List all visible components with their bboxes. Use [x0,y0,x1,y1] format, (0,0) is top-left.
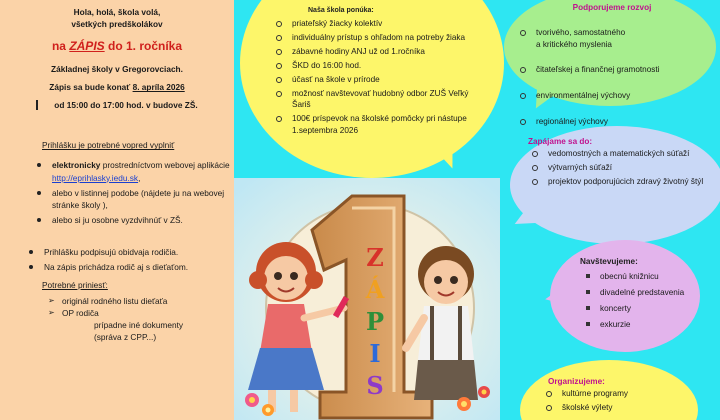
enrollment-time [4,99,230,111]
offer-item: účasť na škole v prírode [268,74,478,86]
zapis-letter: S [366,371,384,400]
bring-extra-1: prípadne iné dokumenty [94,319,184,330]
contests-title: Zapájame sa do: [528,137,593,146]
apply-item-bold: elektronicky [52,160,101,171]
development-item: environmentálnej výchovy [512,90,712,102]
school-offer-title: Naša škola ponúka: [308,7,374,14]
development-list [512,15,712,142]
text-cursor [36,100,38,110]
visit-item: exkurzie [566,319,696,331]
zapis-letter: P [365,307,385,336]
apply-list [4,159,230,225]
offer-item: zábavné hodiny ANJ už od 1.ročníka [268,46,478,58]
date-prefix: Zápis sa bude konať [49,82,133,93]
organize-bubble [520,360,698,420]
school-offer-bubble [240,0,504,178]
note-item: Na zápis prichádza rodič aj s dieťaťom. [18,261,230,273]
contests-list [524,148,712,188]
organize-list [538,388,688,414]
organize-item: školské výlety [538,402,688,414]
date-value: 8. apríla 2026 [132,82,185,93]
development-item: čitateľskej a finančnej gramotnosti [512,64,712,76]
intro-line-1: Hola, holá, škola volá, [73,7,161,17]
development-bubble [504,0,716,127]
apply-item-electronic [26,159,230,183]
visits-bubble [550,240,700,352]
zapis-letter: Z [366,243,384,272]
offer-item: ŠKD do 16:00 hod. [268,60,478,72]
visits-list [566,271,696,331]
headline-prefix: na [51,39,70,54]
enrollment-date [4,81,230,93]
visit-item: obecnú knižnicu [566,271,696,283]
offer-item: 100€ príspevok na školské pomôcky pri nástupe 1.septembra 2026 [268,113,478,137]
zapis-letter: Á [365,275,385,304]
bubble-tail [508,198,548,237]
eprihlasky-link[interactable]: http://eprihlasky.iedu.sk [52,172,139,183]
illustration-svg [234,178,500,420]
apply-title: Prihlášku je potrebné vopred vyplniť [42,140,175,151]
bring-extra-2: (správa z CPP...) [94,331,157,342]
zapis-letter: I [369,339,381,368]
note-item: Prihlášku podpisujú obidvaja rodičia. [18,246,230,258]
bring-item: ➢ originál rodného listu dieťaťa [28,295,230,307]
contest-item: vedomostných a matematických súťaží [524,148,712,160]
organize-title: Organizujeme: [548,377,605,386]
time-text: od 15:00 do 17:00 hod. v budove ZŠ. [54,100,198,111]
organize-item: kultúrne programy [538,388,688,400]
school-offer-list [268,18,478,137]
headline [4,38,230,55]
visit-item: koncerty [566,303,696,315]
offer-item: priateľský žiacky kolektív [268,18,478,30]
contest-item: výtvarných súťaží [524,162,712,174]
intro-line-2: všetkých predškolákov [71,19,163,30]
visits-title: Navštevujeme: [580,257,638,266]
apply-item-paper: alebo v listinnej podobe (nájdete ju na webovej stránke školy ), [26,187,230,211]
development-title: Podporujeme rozvoj [572,3,652,12]
apply-item-in-person: alebo si ju osobne vyzdvihnúť v ZŠ. [26,214,230,226]
zapis-letters [365,243,385,400]
apply-item-after: , [138,172,141,183]
bring-item: ➢ OP rodiča [28,307,230,319]
apply-item-text: prostredníctvom webovej aplikácie [100,160,230,171]
school-name: Základnej školy v Gregorovciach. [51,64,183,75]
development-item: regionálnej výchovy [512,116,712,128]
headline-rest: do 1. ročníka [104,39,183,54]
enrollment-info-panel [0,0,234,420]
contest-item: projektov podporujúcich zdravý životný štýl [524,176,712,188]
notes-list [4,246,230,273]
contests-bubble [510,126,720,244]
zapis-illustration [234,178,500,420]
bring-list [4,295,230,319]
offer-item: individuálny prístup s ohľadom na potreby žiaka [268,32,478,44]
visit-item: divadelné predstavenia [566,287,696,299]
bring-title: Potrebné priniesť: [42,279,108,290]
offer-item: možnosť navštevovať hudobný odbor ZUŠ Veľký Šariš [268,88,478,112]
development-item: tvorivého, samostatného a kritického myslenia [512,27,712,51]
headline-zapis: ZÁPIS [69,39,105,54]
